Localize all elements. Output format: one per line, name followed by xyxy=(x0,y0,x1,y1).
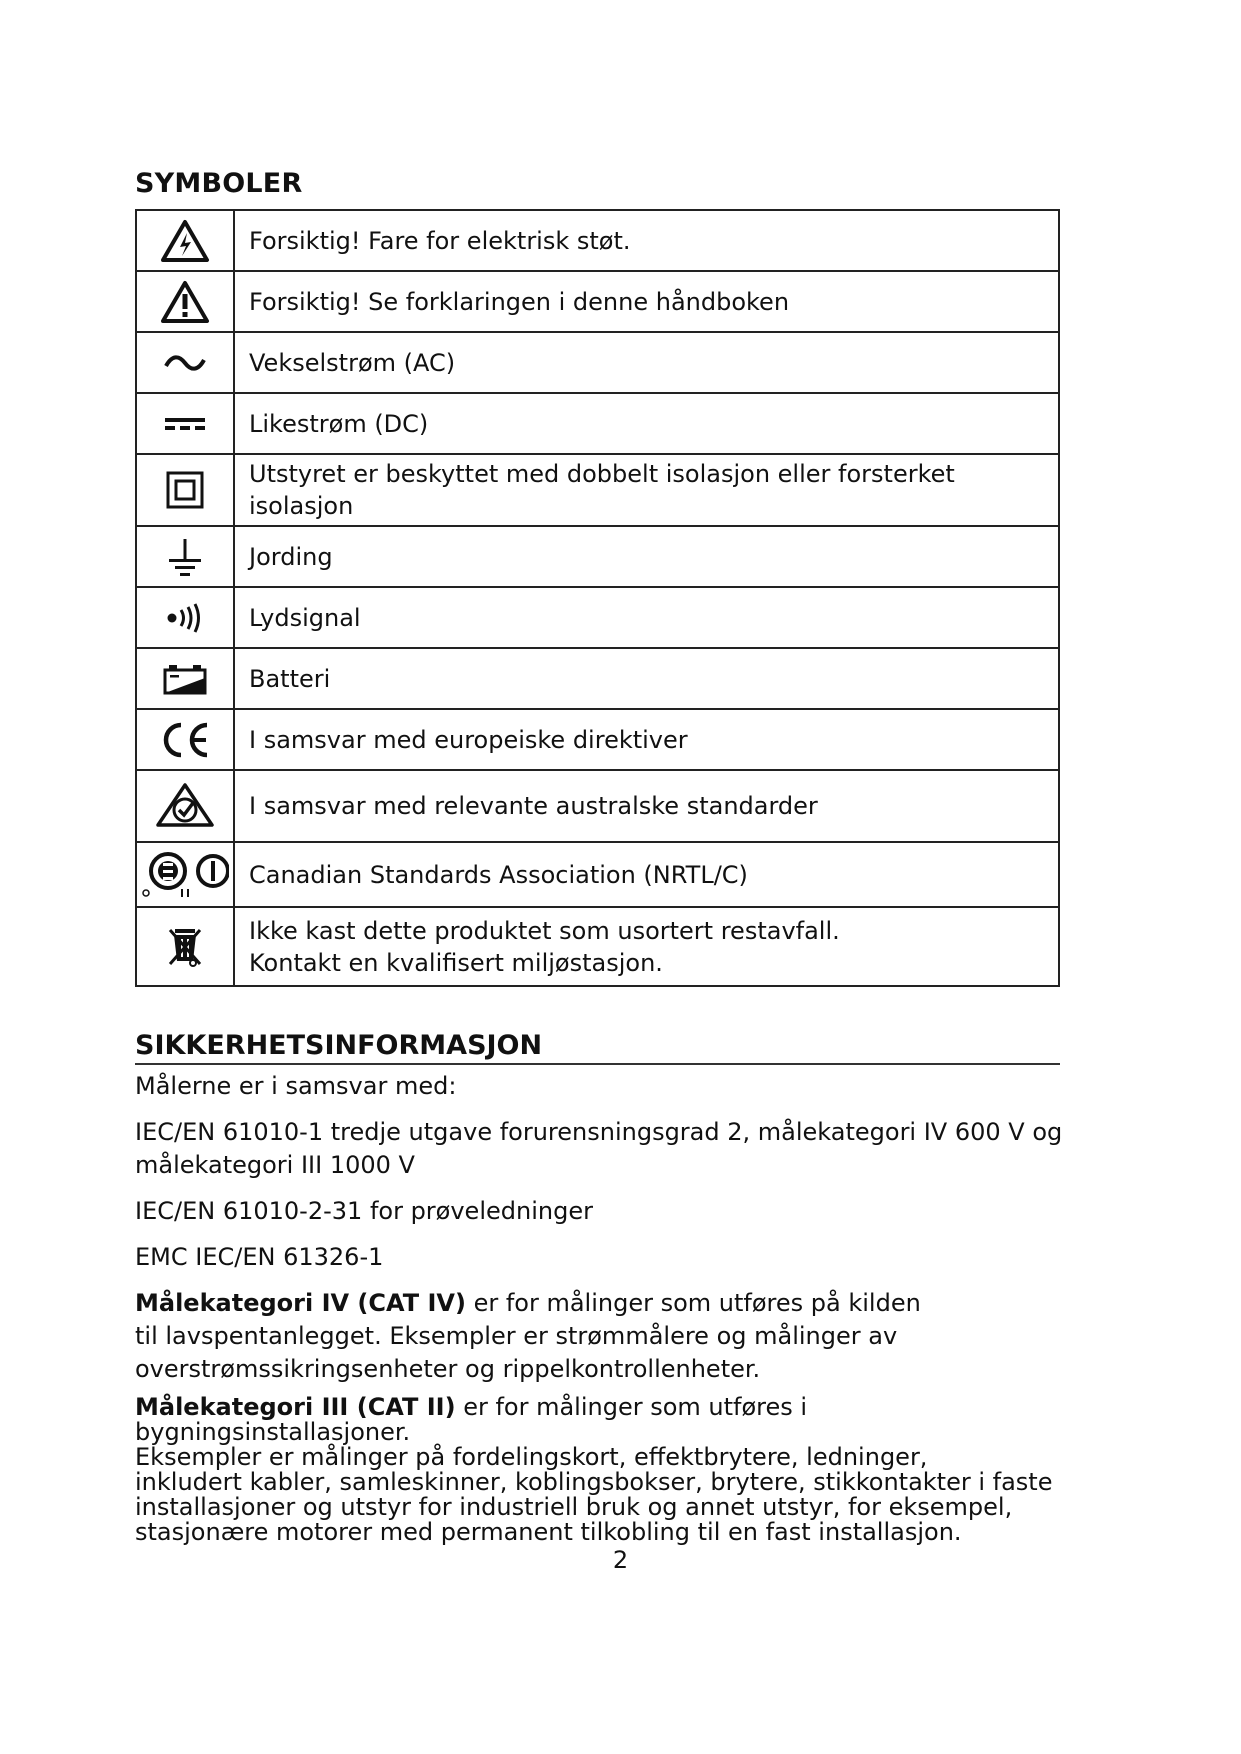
safety-heading: SIKKERHETSINFORMASJON xyxy=(135,1030,1060,1065)
table-row xyxy=(136,454,1059,526)
paragraph-line: Eksempler er målinger på fordelingskort, effektbrytere, ledninger, xyxy=(135,1443,928,1471)
table-row xyxy=(136,332,1059,393)
table-row xyxy=(136,271,1059,332)
paragraph-line: IEC/EN 61010-1 tredje utgave forurensningsgrad 2, målekategori IV 600 V og xyxy=(135,1118,1063,1146)
table-row xyxy=(136,709,1059,770)
paragraph-line: installasjoner og utstyr for industriell bruk og annet utstyr, for eksempel, xyxy=(135,1493,1013,1521)
symbol-description: Canadian Standards Association (NRTL/C) xyxy=(234,842,1059,907)
caution-warning-icon xyxy=(160,280,210,324)
table-row xyxy=(136,210,1059,271)
safety-intro: Målerne er i samsvar med: xyxy=(135,1072,457,1100)
paragraph-line xyxy=(135,1287,1065,1320)
symbol-description-multiline xyxy=(234,907,1059,986)
paragraph-text: er for målinger som utføres i bygningsinstallasjoner. xyxy=(135,1393,808,1446)
paragraph-line: stasjonære motorer med permanent tilkobling til en fast installasjon. xyxy=(135,1518,962,1546)
symbol-cell xyxy=(136,907,234,986)
symbol-description: Jording xyxy=(234,526,1059,587)
paragraph-line: overstrømssikringsenheter og rippelkontrollenheter. xyxy=(135,1355,761,1383)
ce-mark-icon xyxy=(157,720,213,760)
symbol-description: Forsiktig! Fare for elektrisk støt. xyxy=(234,210,1059,271)
battery-icon xyxy=(162,662,208,696)
electric-shock-warning-icon xyxy=(160,219,210,263)
symbol-description: I samsvar med europeiske direktiver xyxy=(234,709,1059,770)
symbol-description: Utstyret er beskyttet med dobbelt isolasjon eller forsterket isolasjon xyxy=(234,454,1059,526)
table-row xyxy=(136,393,1059,454)
rcm-mark-icon xyxy=(154,781,216,831)
page-number: 2 xyxy=(612,1546,629,1574)
beeper-icon xyxy=(165,602,205,634)
cat4-label: Målekategori IV (CAT IV) xyxy=(135,1289,466,1317)
symbol-cell xyxy=(136,526,234,587)
table-row xyxy=(136,526,1059,587)
symbol-description: Lydsignal xyxy=(234,587,1059,648)
symbol-cell xyxy=(136,648,234,709)
table-row xyxy=(136,648,1059,709)
symbol-cell xyxy=(136,332,234,393)
symbol-cell xyxy=(136,709,234,770)
symbol-cell xyxy=(136,454,234,526)
paragraph-line: til lavspentanlegget. Eksempler er strømmålere og målinger av xyxy=(135,1322,898,1350)
paragraph-line xyxy=(135,1395,1065,1445)
csa-mark-icon xyxy=(141,849,229,901)
standard-paragraph: EMC IEC/EN 61326-1 xyxy=(135,1243,384,1271)
symbol-description: I samsvar med relevante australske standarder xyxy=(234,770,1059,842)
symbol-cell xyxy=(136,587,234,648)
symbol-cell xyxy=(136,393,234,454)
symbols-table xyxy=(135,209,1060,987)
paragraph-line: inkludert kabler, samleskinner, koblingsbokser, brytere, stikkontakter i faste xyxy=(135,1468,1053,1496)
ground-icon xyxy=(165,537,205,577)
symbol-description: Forsiktig! Se forklaringen i denne håndboken xyxy=(234,271,1059,332)
dc-icon xyxy=(162,414,208,434)
symbol-cell xyxy=(136,271,234,332)
symbol-cell xyxy=(136,770,234,842)
symbols-heading: SYMBOLER xyxy=(135,168,303,199)
table-row xyxy=(136,907,1059,986)
symbol-cell xyxy=(136,842,234,907)
standard-paragraph: IEC/EN 61010-2-31 for prøveledninger xyxy=(135,1197,593,1225)
table-row xyxy=(136,770,1059,842)
standard-paragraph xyxy=(135,1116,1065,1182)
ac-wave-icon xyxy=(162,353,208,373)
weee-bin-icon xyxy=(165,925,205,969)
symbol-description-line: Kontakt en kvalifisert miljøstasjon. xyxy=(249,948,663,977)
paragraph-text: er for målinger som utføres på kilden xyxy=(465,1289,921,1317)
symbol-description-line: Ikke kast dette produktet som usortert restavfall. xyxy=(249,916,840,945)
symbol-description: Batteri xyxy=(234,648,1059,709)
symbol-description: Vekselstrøm (AC) xyxy=(234,332,1059,393)
symbol-description: Likestrøm (DC) xyxy=(234,393,1059,454)
table-row xyxy=(136,842,1059,907)
double-insulation-icon xyxy=(165,470,205,510)
table-row xyxy=(136,587,1059,648)
cat3-label: Målekategori III (CAT II) xyxy=(135,1393,456,1421)
symbol-cell xyxy=(136,210,234,271)
cat4-paragraph xyxy=(135,1287,1065,1386)
paragraph-line: målekategori III 1000 V xyxy=(135,1151,415,1179)
cat3-paragraph xyxy=(135,1395,1065,1545)
